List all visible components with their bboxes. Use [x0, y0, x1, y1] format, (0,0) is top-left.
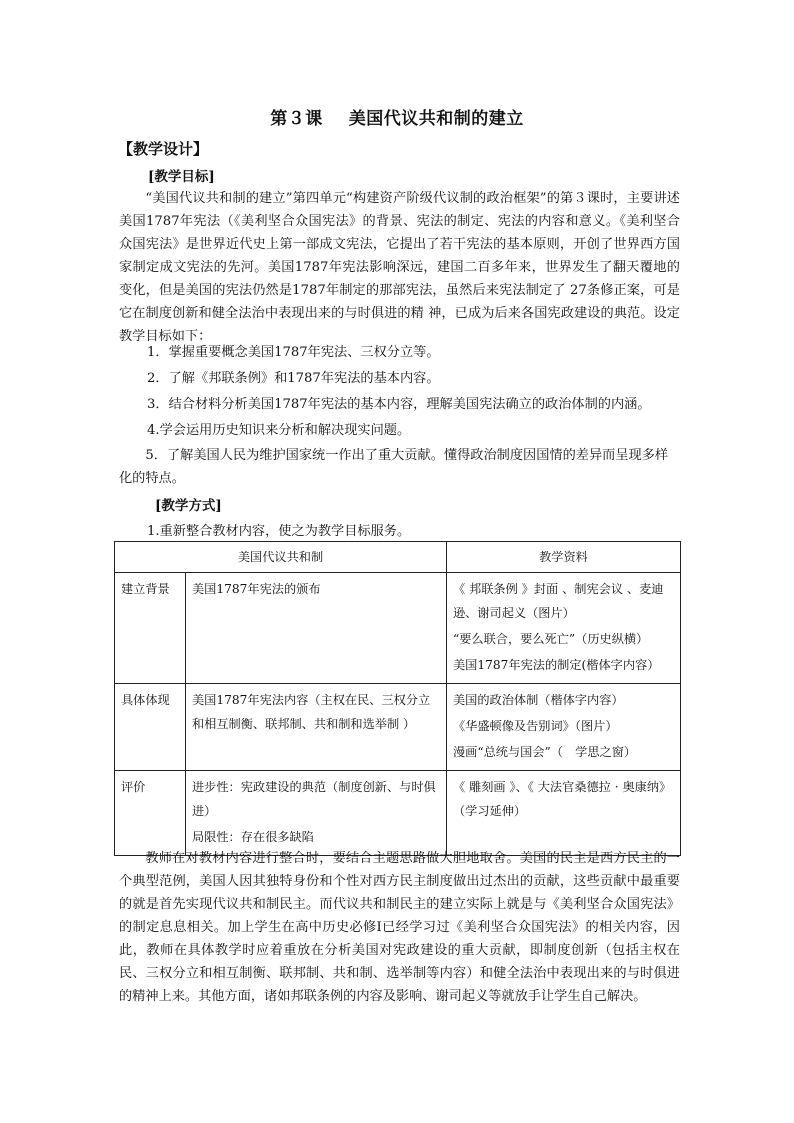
- material-line: 《 邦联条例 》封面 、制宪会议 、麦迪逊、谢司起义（图片）: [453, 582, 664, 620]
- table-row: [115, 573, 681, 684]
- material-line: 美国1787年宪法的制定(楷体字内容）: [453, 658, 660, 672]
- objective-item-3: 3．结合材料分析美国1787年宪法的基本内容，理解美国宪法确立的政治体制的内涵。: [147, 397, 651, 412]
- method-heading: [教学方式]: [155, 498, 222, 514]
- row-content: [186, 684, 447, 771]
- lesson-name: 美国代议共和制的建立: [348, 109, 524, 129]
- table-header-cell: 美国代议共和制: [115, 542, 447, 573]
- row-content: [186, 573, 447, 684]
- row-materials: [447, 771, 681, 856]
- row-label: 具体体现: [115, 684, 186, 771]
- closing-paragraph: 教师在对教材内容进行整合时，要结合主题思路做大胆地取舍。美国的民主是西方民主的一个典型范例，美国人因其独特身份和个性对西方民主制度做出过杰出的贡献，这些贡献中最重要的就是首先实现代议共和制民主。而代议共和制民主的建立实际上就是与《美利坚合众国宪法》的制定息息相关。加上学生在高中历史必修Ⅰ已经学习过《美利坚合众国宪法》的相关内容，因此，教师在具体教学时应着重放在分析美国对宪政建设的重大贡献，即制度创新（包括主权在民、三权分立和相互制衡、联邦制、共和制、选举制等内容）和健全法治中表现出来的与时俱进的精神上来。其他方面，诸如邦联条例的内容及影响、谢司起义等就放手让学生自己解决。: [119, 851, 680, 1004]
- objective-item-1: 1．掌握重要概念美国1787年宪法、三权分立等。: [147, 345, 440, 360]
- objective-item-5: 5．了解美国人民为维护国家统一作出了重大贡献。懂得政治制度因国情的差异而呈现多样化的特点。: [119, 448, 669, 486]
- objectives-heading: [教学目标]: [148, 169, 215, 185]
- row-materials: [447, 684, 681, 771]
- page-title: [0, 104, 794, 129]
- material-line: 美国的政治体制（楷体字内容）: [453, 693, 624, 707]
- table-row: [115, 771, 681, 856]
- content-line: 进步性：宪政建设的典范（制度创新、与时俱进）: [192, 780, 436, 818]
- objective-item-2: 2．了解《邦联条例》和1787年宪法的基本内容。: [147, 371, 440, 386]
- table-header-cell: 教学资料: [447, 542, 681, 573]
- material-line: 《 雕刻画 》、《 大法官桑德拉 · 奥康纳》（学习延伸）: [453, 780, 672, 818]
- material-line: 《华盛顿像及告别词》（图片）: [453, 719, 618, 733]
- row-label: 评价: [115, 771, 186, 856]
- intro-paragraph: “美国代议共和制的建立”第四单元“构建资产阶级代议制的政治框架”的第３课时，主要讲述美国1787年宪法（《美利坚合众国宪法》的背景、宪法的制定、宪法的内容和意义。《美利坚合众国宪法》是世界近代史上第一部成文宪法，它提出了若干宪法的基本原则，开创了世界西方国家制定成文宪法的先河。美国1787年宪法影响深远，建国二百多年来，世界发生了翻天覆地的变化，但是美国的宪法仍然是1787年制定的那部宪法，虽然后来宪法制定了 27条修正案，可是它在制度创新和健全法治中表现出来的与时俱进的精 神，已成为后来各国宪政建设的典范。设定教学目标如下：: [119, 191, 680, 344]
- content-line: 美国1787年宪法内容（主权在民、三权分立和相互制衡、联邦制、共和制和选举制 ）: [192, 693, 431, 731]
- row-content: [186, 771, 447, 856]
- material-line: “要么联合，要么死亡”（历史纵横）: [453, 632, 649, 646]
- content-table: [114, 541, 681, 856]
- objective-item-4: 4.学会运用历史知识来分析和解决现实问题。: [147, 423, 411, 438]
- content-line: 美国1787年宪法的颁布: [192, 582, 321, 596]
- content-line: 局限性：存在很多缺陷: [192, 830, 314, 844]
- table-row: [115, 684, 681, 771]
- row-materials: [447, 573, 681, 684]
- section-heading: 【教学设计】: [118, 140, 209, 158]
- method-item: 1.重新整合教材内容，使之为教学目标服务。: [147, 524, 411, 539]
- row-label: 建立背景: [115, 573, 186, 684]
- material-line: 漫画“总统与国会”（ 学思之窗）: [453, 745, 637, 759]
- lesson-number: 第３课: [270, 109, 323, 129]
- table-header-row: [115, 542, 681, 573]
